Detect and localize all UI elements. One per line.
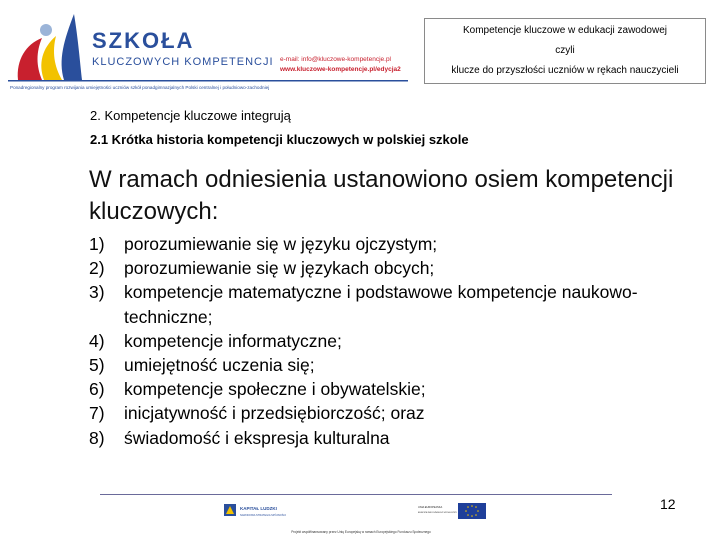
presentation-title-box — [424, 18, 706, 84]
list-item — [89, 426, 689, 450]
logo-title: SZKOŁA — [92, 28, 195, 53]
item-number: 1) — [89, 234, 105, 254]
item-number: 8) — [89, 427, 105, 448]
logo-tagline: Ponadregionalny program rozwijania umiejętności uczniów szkół ponadgimnazjalnych Polski centralnej i południowo-zachodniej — [10, 85, 270, 90]
item-text: kompetencje matematyczne i podstawowe kompetencje naukowo-techniczne; — [124, 282, 638, 327]
item-text: świadomość i ekspresja kulturalna — [124, 427, 390, 448]
kl-logo-title: KAPITAŁ LUDZKI — [240, 506, 277, 511]
lead-paragraph: W ramach odniesienia ustanowiono osiem kompetencji kluczowych: — [89, 166, 674, 225]
list-item — [89, 280, 689, 328]
item-text: porozumiewanie się w języku ojczystym; — [124, 234, 438, 254]
list-item — [89, 232, 689, 256]
item-number: 5) — [89, 355, 105, 376]
item-number: 6) — [89, 379, 105, 400]
footer-logos — [222, 498, 500, 538]
szkola-kompetencji-logo — [8, 8, 418, 92]
logo-url: www.kluczowe-kompetencje.pl/edycja2 — [280, 66, 401, 73]
footer-divider — [100, 494, 612, 495]
item-text: kompetencje społeczne i obywatelskie; — [124, 379, 426, 400]
title-box-line-1: Kompetencje kluczowe w edukacji zawodowej — [463, 25, 667, 36]
item-text: kompetencje informatyczne; — [124, 330, 342, 351]
item-text: porozumiewanie się w językach obcych; — [124, 258, 435, 279]
logo-underline — [8, 80, 408, 82]
subsection-heading: 2.1 Krótka historia kompetencji kluczowych w polskiej szkole — [90, 132, 469, 147]
section-heading: 2. Kompetencje kluczowe integrują — [90, 108, 291, 123]
logo-subtitle: KLUCZOWYCH KOMPETENCJI — [92, 56, 274, 68]
item-number: 3) — [89, 282, 105, 303]
logo-email: e-mail: info@kluczowe-kompetencje.pl — [280, 56, 392, 63]
cofinance-note: Projekt współfinansowany przez Unię Europejską w ramach Europejskiego Funduszu Społecznego — [291, 530, 431, 534]
competencies-list — [89, 232, 689, 450]
eu-logo — [418, 503, 486, 519]
title-box-line-3: klucze do przyszłości uczniów w rękach nauczycieli — [451, 65, 679, 76]
kl-logo-subtitle: NARODOWA STRATEGIA SPÓJNOŚCI — [240, 514, 287, 517]
item-number: 4) — [89, 330, 105, 351]
eu-logo-title: UNIA EUROPEJSKA — [418, 506, 443, 509]
item-number: 2) — [89, 258, 105, 279]
item-text: inicjatywność i przedsiębiorczość; oraz — [124, 403, 425, 424]
title-box-line-2: czyli — [555, 45, 575, 56]
page-number: 12 — [660, 496, 676, 512]
eu-logo-subtitle: EUROPEJSKI FUNDUSZ SPOŁECZNY — [418, 512, 457, 514]
list-item — [89, 329, 689, 353]
logo-emblem — [18, 14, 82, 80]
list-item — [89, 256, 689, 280]
list-item — [89, 377, 689, 401]
item-number: 7) — [89, 403, 105, 424]
item-text: umiejętność uczenia się; — [124, 355, 315, 376]
kapital-ludzki-logo — [224, 504, 286, 517]
list-item — [89, 401, 689, 425]
list-item — [89, 353, 689, 377]
